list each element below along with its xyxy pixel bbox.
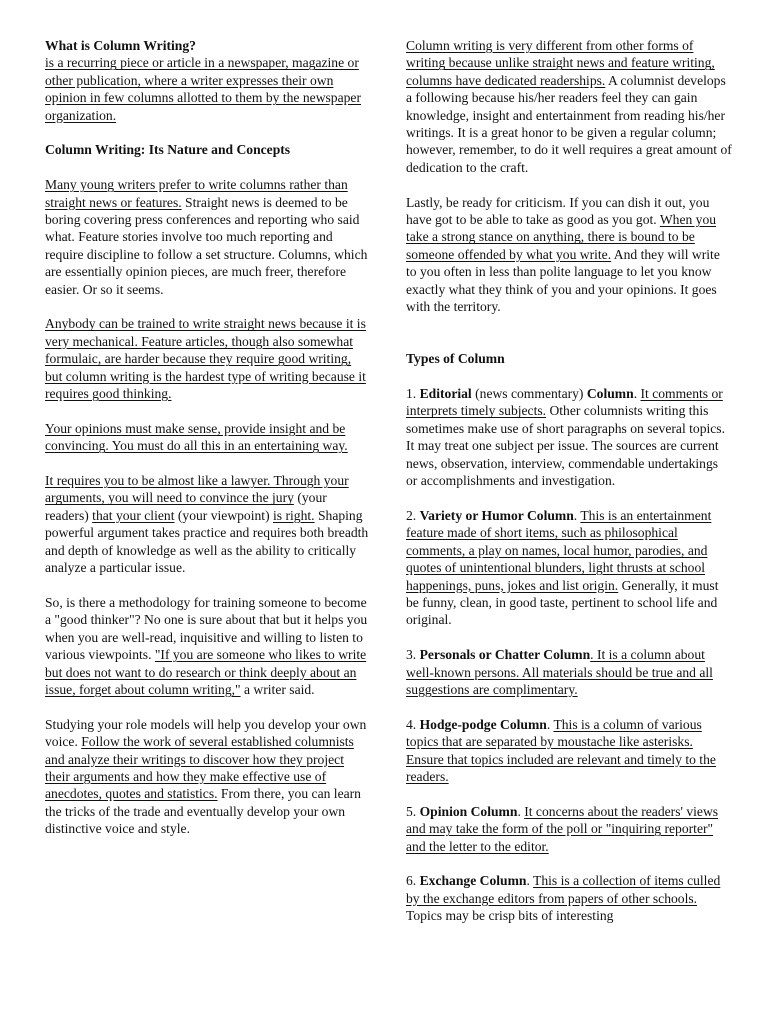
type-6-text: Topics may be crisp bits of interesting [406,908,614,924]
paragraph-4-text-3: Shaping powerful argument takes practice and requires both breadth and depth of knowledge as well as the ability to critically analyze a particular issue. [45,507,369,576]
type-5-underlined: It concerns about the readers' views and may take the form of the poll or "inquiring reporter" and the letter to the editor. [406,803,719,854]
nature-heading: Column Writing: Its Nature and Concepts [45,142,291,158]
paragraph-6-text: Studying your role models will help you develop your own voice. [45,716,367,750]
type-4-number: 4. [406,716,420,732]
type-1-sep: . [633,386,641,402]
intro-paragraph [45,37,370,124]
right-paragraph-2-text: Lastly, be ready for criticism. If you can dish it out, you have got to be able to take as good as you got. [406,194,710,228]
type-5-opinion [406,803,732,855]
type-4-sep: . [546,716,554,732]
type-3-number: 3. [406,647,420,663]
type-6-underlined: This is a collection of items culled by the exchange editors from papers of other schools. [406,873,721,906]
type-6-name: Exchange Column [419,873,527,889]
paragraph-4 [45,472,370,576]
paragraph-5-attribution: a writer said. [240,681,315,697]
type-5-number: 5. [406,803,420,819]
right-column [406,37,732,942]
paragraph-2 [45,315,370,402]
paragraph-6-rest: From there, you can learn the tricks of the trade and eventually develop your own distinctive voice and style. [45,786,361,837]
type-2-sep: . [573,507,581,523]
paragraph-5-text: So, is there a methodology for training someone to become a "good thinker"? No one is sure about that but it helps you when you are well-read, inquisitive and willing to listen to various viewpoints. [45,594,368,663]
right-paragraph-1-underlined: Column writing is very different from other forms of writing because unlike straight news and feature writing, columns have dedicated readerships. [406,38,715,88]
paragraph-1-underlined: Many young writers prefer to write columns rather than straight news or features. [45,177,348,210]
type-5-name: Opinion Column [419,803,518,819]
paragraph-4-text-2: (your viewpoint) [174,507,274,523]
type-1-underlined: It comments or interprets timely subjects. [406,386,723,419]
type-4-hodge-podge [406,716,732,786]
type-1-name-suffix: Column [586,386,634,402]
paragraph-5-quote: "If you are someone who likes to write but does not want to do research or think deeply about an issue, forget about column writing," [45,647,367,697]
type-3-personals [406,646,732,698]
type-1-name: Editorial [419,386,472,402]
intro-definition: is a recurring piece or article in a newspaper, magazine or other publication, where a writer expresses their own opinion in few columns allotted to them by the newspaper organization. [45,55,361,123]
type-2-underlined: This is an entertainment feature made of short items, such as philosophical comments, a play on names, local humor, parodies, and quotes of unintentional blunders, light thrusts at school happenings, puns, jokes and list origin. [406,507,712,593]
paragraph-1 [45,176,370,298]
type-2-name: Variety or Humor Column [419,507,574,523]
type-1-note: (news commentary) [471,386,587,402]
type-6-sep: . [526,873,534,889]
type-6-number: 6. [406,873,420,889]
type-2-variety [406,507,732,629]
type-1-text: Other columnists writing this sometimes make use of short paragraphs on several topics. It may treat one subject per issue. The sources are current news, observation, interview, commendable undertakings or accomplishments and investigation. [406,403,725,489]
paragraph-5 [45,594,370,698]
paragraph-4-underlined-1: It requires you to be almost like a lawyer. Through your arguments, you will need to convince the jury [45,473,349,506]
type-2-number: 2. [406,507,420,523]
paragraph-2-underlined: Anybody can be trained to write straight news because it is very mechanical. Feature articles, though also somewhat formulaic, are harder because they require good writing, but column writing is the hardest type of writing because it requires good thinking. [45,316,366,402]
type-4-underlined: This is a column of various topics that are separated by moustache like asterisks. Ensure that topics included are relevant and timely to the readers. [406,716,716,784]
type-3-name: Personals or Chatter Column [419,647,591,663]
right-paragraph-1 [406,37,732,176]
paragraph-3-underlined: Your opinions must make sense, provide insight and be convincing. You must do all this in an entertaining way. [45,420,348,454]
type-3-underlined: . It is a column about well-known persons. All materials should be true and all suggestions are complimentary. [406,647,713,697]
type-4-name: Hodge-podge Column [419,716,547,732]
type-1-number: 1. [406,386,420,402]
paragraph-1-text: Straight news is deemed to be boring covering press conferences and reporting who said what. Feature stories involve too much reporting and require discipline to follow a set structure. Columns, which are essentially opinion pieces, are much freer, therefore easier. Or so it seems. [45,194,368,297]
paragraph-4-underlined-2: that your client [92,507,175,523]
type-1-editorial [406,385,732,489]
right-paragraph-1-text: A columnist develops a following because his/her readers feel they can gain knowledge, insight and entertainment from reading his/her writings. It is a great honor to be given a regular column; however, remember, to do it well requires a great amount of dedication to the craft. [406,72,732,175]
paragraph-4-underlined-3: is right. [273,507,315,523]
right-paragraph-2-underlined: When you take a strong stance on anything, there is bound to be someone offended by what you write. [406,212,717,262]
right-paragraph-2-rest: And they will write to you often in less than polite language to let you know exactly what they think of you and your opinions. It goes with the territory. [406,246,720,315]
type-6-exchange [406,872,732,924]
paragraph-6-underlined: Follow the work of several established columnists and analyze their writings to discover how they project their arguments and how they make effective use of anecdotes, quotes and statistics. [45,734,354,802]
types-heading: Types of Column [406,351,505,367]
type-2-text: Generally, it must be funny, clean, in good taste, pertinent to school life and original. [406,577,719,628]
paragraph-3 [45,420,370,455]
spacer [406,333,732,350]
intro-heading: What is Column Writing? [45,38,196,53]
type-5-sep: . [517,803,525,819]
paragraph-4-text-1: (your readers) [45,490,327,523]
left-column [45,37,370,855]
right-paragraph-2 [406,194,732,316]
paragraph-6 [45,716,370,838]
